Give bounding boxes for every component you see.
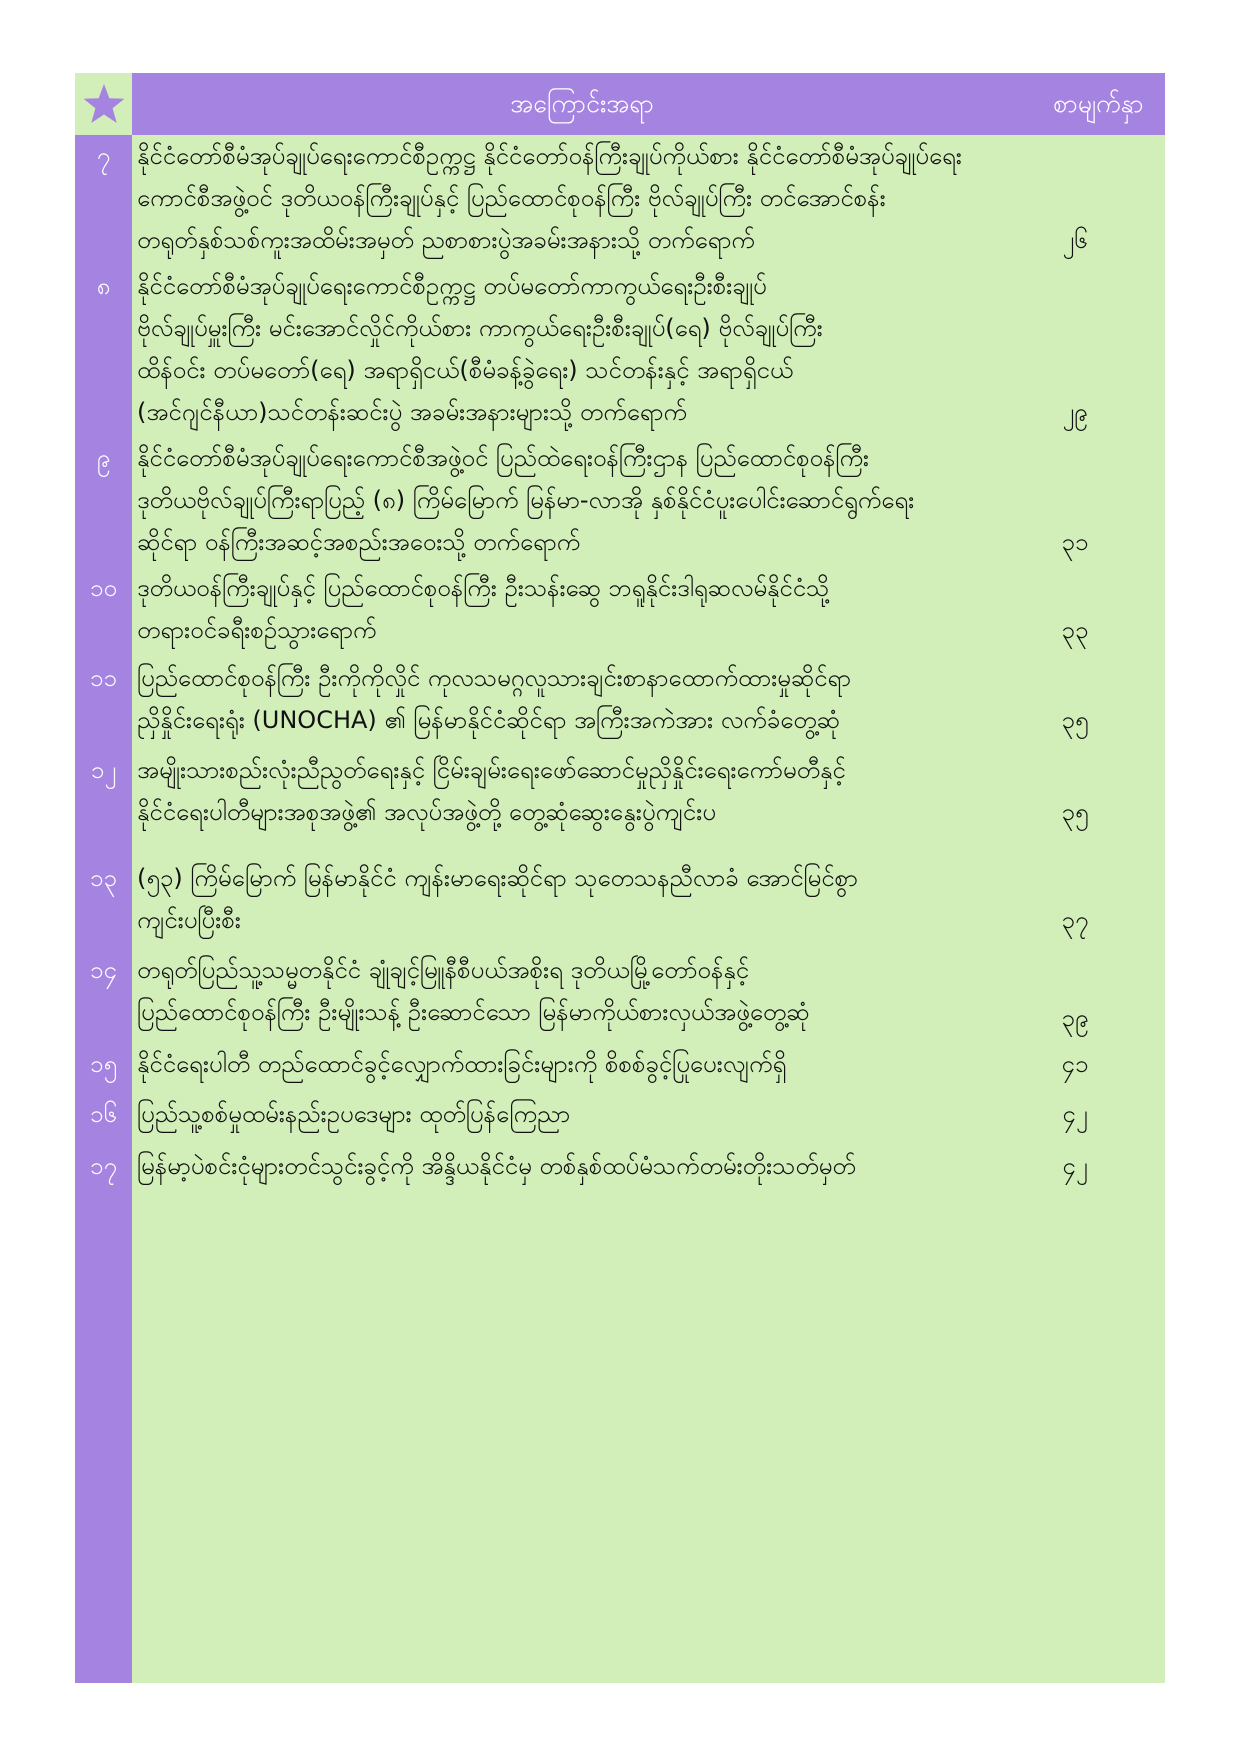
- entry-page-number: ၃၃: [1061, 616, 1089, 644]
- entry-title: ပြည်ထောင်စုဝန်ကြီး ဦးကိုကိုလှိုင် ကုလသမဂ္ဂလူသားချင်းစာနာထောက်ထားမှုဆိုင်ရာ ညှိနှိုင်းရေးရုံး (UNOCHA) ၏ မြန်မာနိုင်ငံဆိုင်ရာ အကြီးအကဲအား လက်ခံတွေ့ဆုံ: [137, 664, 852, 734]
- entry-number: ၁၁: [90, 664, 117, 692]
- entry-title: အမျိုးသားစည်းလုံးညီညွတ်ရေးနှင့် ငြိမ်းချမ်းရေးဖော်ဆောင်မှုညှိနှိုင်းရေးကော်မတီနှင့် နိုင်ငံရေးပါတီများအစုအဖွဲ့၏ အလုပ်အဖွဲ့တို့ တွေ့ဆုံဆွေးနွေးပွဲကျင်းပ: [137, 756, 846, 826]
- entry-number: ၈: [96, 272, 111, 300]
- entry-page-number: ၄၂: [1062, 1152, 1088, 1180]
- entry-number: ၁၇: [90, 1152, 117, 1180]
- table-of-contents: [75, 73, 1165, 1683]
- star-badge: [75, 73, 132, 135]
- entry-title: နိုင်ငံတော်စီမံအုပ်ချုပ်ရေးကောင်စီအဖွဲ့ဝင် ပြည်ထဲရေးဝန်ကြီးဌာန ပြည်ထောင်စုဝန်ကြီး ဒုတိယဗိုလ်ချုပ်ကြီးရာပြည့် (၈) ကြိမ်မြောက် မြန်မာ-လာအို နှစ်နိုင်ငံပူးပေါင်းဆောင်ရွက်ရေး ဆိုင်ရာ ဝန်ကြီးအဆင့်အစည်းအဝေးသို့ တက်ရောက်: [137, 444, 915, 556]
- entry-number: ၁၅: [90, 1050, 117, 1078]
- entry-title: ပြည်သူ့စစ်မှုထမ်းနည်းဥပဒေများ ထုတ်ပြန်ကြေညာ: [137, 1100, 571, 1128]
- entry-page-number: ၃၅: [1061, 798, 1089, 826]
- entry-number: ၁၄: [90, 956, 117, 984]
- entry-number: ၁၃: [90, 864, 117, 892]
- entry-page-number: ၃၉: [1061, 1004, 1089, 1032]
- entry-title: တရုတ်ပြည်သူ့သမ္မတနိုင်ငံ ချုံချင့်မြူနီစီပယ်အစိုးရ ဒုတိယမြို့တော်ဝန်နှင့် ပြည်ထောင်စုဝန်ကြီး ဦးမျိုးသန့် ဦးဆောင်သော မြန်မာကိုယ်စားလှယ်အဖွဲ့တွေ့ဆုံ: [137, 956, 810, 1026]
- star-icon: [82, 82, 126, 126]
- toc-header: [75, 73, 1165, 135]
- entry-page-number: ၄၂: [1062, 1100, 1088, 1128]
- entry-title: မြန်မာ့ပဲစင်းငုံများတင်သွင်းခွင့်ကို အိန္ဒိယနိုင်ငံမှ တစ်နှစ်ထပ်မံသက်တမ်းတိုးသတ်မှတ်: [137, 1152, 856, 1180]
- entry-page-number: ၃၇: [1061, 906, 1089, 934]
- entry-page-number: ၃၁: [1061, 528, 1089, 556]
- entry-title: နိုင်ငံရေးပါတီ တည်ထောင်ခွင့်လျှောက်ထားခြင်းများကို စိစစ်ခွင့်ပြုပေးလျက်ရှိ: [137, 1050, 787, 1078]
- contents-title: အကြောင်းအရာ: [510, 89, 654, 118]
- entry-page-number: ၃၅: [1061, 706, 1089, 734]
- entry-number: ၁၂: [90, 756, 117, 784]
- entry-number: ၁၆: [90, 1100, 117, 1128]
- entry-page-number: ၄၁: [1061, 1050, 1089, 1078]
- entry-title: ဒုတိယဝန်ကြီးချုပ်နှင့် ပြည်ထောင်စုဝန်ကြီး ဦးသန်းဆွေ ဘရူနိုင်းဒါရုဆလမ်နိုင်ငံသို့ တရားဝင်ခရီးစဉ်သွားရောက်: [137, 574, 830, 644]
- entry-title: နိုင်ငံတော်စီမံအုပ်ချုပ်ရေးကောင်စီဥက္ကဋ္ဌ နိုင်ငံတော်ဝန်ကြီးချုပ်ကိုယ်စား နိုင်ငံတော်စီမံအုပ်ချုပ်ရေး ကောင်စီအဖွဲ့ဝင် ဒုတိယဝန်ကြီးချုပ်နှင့် ပြည်ထောင်စုဝန်ကြီး ဗိုလ်ချုပ်ကြီး တင်အောင်စန်း တရုတ်နှစ်သစ်ကူးအထိမ်းအမှတ် ညစာစားပွဲအခမ်းအနားသို့ တက်ရောက်: [137, 142, 962, 254]
- entry-number: ၉: [96, 444, 111, 472]
- entry-title: နိုင်ငံတော်စီမံအုပ်ချုပ်ရေးကောင်စီဥက္ကဋ္ဌ တပ်မတော်ကာကွယ်ရေးဦးစီးချုပ် ဗိုလ်ချုပ်မှူးကြီး မင်းအောင်လှိုင်ကိုယ်စား ကာကွယ်ရေးဦးစီးချုပ်(ရေ) ဗိုလ်ချုပ်ကြီး ထိန်ဝင်း တပ်မတော်(ရေ) အရာရှိငယ်(စီမံခန့်ခွဲရေး) သင်တန်းနှင့် အရာရှိငယ် (အင်ဂျင်နီယာ)သင်တန်းဆင်းပွဲ အခမ်းအနားများသို့ တက်ရောက်: [137, 272, 823, 426]
- page-column-label: စာမျက်နှာ: [1053, 89, 1144, 118]
- entry-page-number: ၂၆: [1062, 226, 1088, 254]
- entry-title: (၅၃) ကြိမ်မြောက် မြန်မာနိုင်ငံ ကျန်းမာရေးဆိုင်ရာ သုတေသနညီလာခံ အောင်မြင်စွာ ကျင်းပပြီးစီး: [137, 864, 858, 934]
- entry-number: ၇: [96, 142, 111, 170]
- entry-page-number: ၂၉: [1062, 398, 1088, 426]
- entry-number: ၁၀: [90, 574, 117, 602]
